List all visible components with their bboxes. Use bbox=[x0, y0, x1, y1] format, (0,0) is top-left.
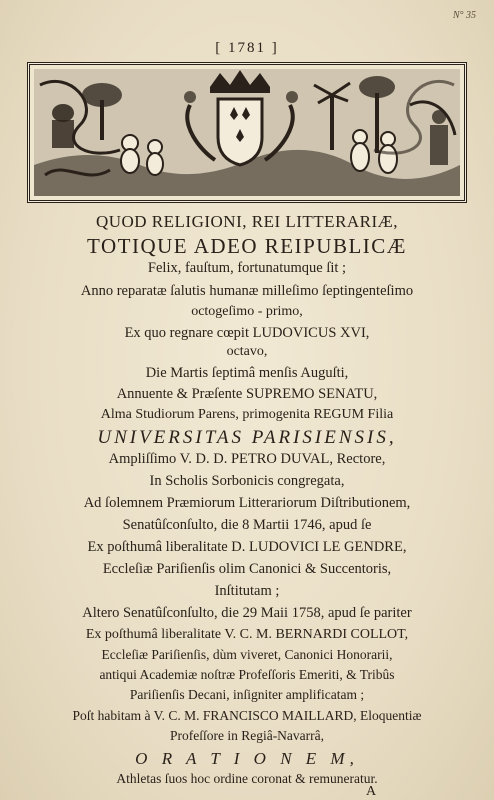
text-line-3: Felix, fauſtum, fortunatumque ſit ; bbox=[147, 260, 347, 276]
text-line-1: QUOD RELIGIONI, REI LITTERARIÆ, bbox=[95, 212, 399, 231]
text-line-14: Ad ſolemnem Præmiorum Litterariorum Diſtributionem, bbox=[83, 495, 411, 511]
text-line-23: Pariſienſis Decani, inſigniter amplificatam ; bbox=[129, 687, 365, 702]
text-line-10: Alma Studiorum Parens, primogenita REGUM Filia bbox=[100, 407, 394, 422]
text-line-9: Annuente & Præſente SUPREMO SENATU, bbox=[116, 386, 378, 402]
woodcut-illustration bbox=[30, 65, 464, 200]
text-line-26: O R A T I O N E M, bbox=[135, 749, 359, 768]
text-line-6: Ex quo regnare cœpit LUDOVICUS XVI, bbox=[124, 325, 370, 341]
text-line-16: Ex poſthumâ liberalitate D. LUDOVICI LE GENDRE, bbox=[87, 539, 407, 555]
text-line-5: octogeſimo - primo, bbox=[191, 304, 303, 319]
text-line-15: Senatûſconſulto, die 8 Martii 1746, apud ſe bbox=[122, 517, 372, 533]
woodcut-banner bbox=[27, 62, 467, 203]
text-line-8: Die Martis ſeptimâ menſis Auguſti, bbox=[145, 365, 349, 381]
text-line-18: Inſtitutam ; bbox=[214, 583, 280, 599]
manuscript-number: N° 35 bbox=[452, 10, 476, 21]
text-line-17: Eccleſiæ Pariſienſis olim Canonici & Succentoris, bbox=[102, 561, 392, 577]
text-line-20: Ex poſthumâ liberalitate V. C. M. BERNARDI COLLOT, bbox=[85, 627, 409, 642]
text-line-24: Poſt habitam à V. C. M. FRANCISCO MAILLARD, Eloquentiæ bbox=[72, 708, 422, 723]
text-line-25: Profeſſore in Regiâ-Navarrâ, bbox=[169, 728, 325, 743]
text-line-21: Eccleſiæ Pariſienſis, dùm viveret, Canonici Honorarii, bbox=[101, 647, 393, 662]
text-line-22: antiqui Academiæ noſtræ Profeſſoris Emeriti, & Tribûs bbox=[99, 667, 395, 682]
text-line-2: TOTIQUE ADEO REIPUBLICÆ bbox=[87, 234, 407, 258]
text-line-7: octavo, bbox=[226, 344, 268, 359]
text-line-11: UNIVERSITAS PARISIENSIS, bbox=[97, 427, 397, 448]
text-line-27: Athletas ſuos hoc ordine coronat & remuneratur. bbox=[116, 771, 378, 786]
text-line-12: Ampliſſimo V. D. D. PETRO DUVAL, Rectore, bbox=[108, 451, 386, 467]
signature-mark: A bbox=[366, 784, 377, 799]
text-line-19: Altero Senatûſconſulto, die 29 Maii 1758, apud ſe pariter bbox=[82, 605, 412, 621]
text-line-13: In Scholis Sorbonicis congregata, bbox=[149, 473, 345, 489]
text-line-4: Anno reparatæ ſalutis humanæ milleſimo ſeptingenteſimo bbox=[80, 283, 414, 299]
year-header: [ 1781 ] bbox=[215, 40, 279, 56]
